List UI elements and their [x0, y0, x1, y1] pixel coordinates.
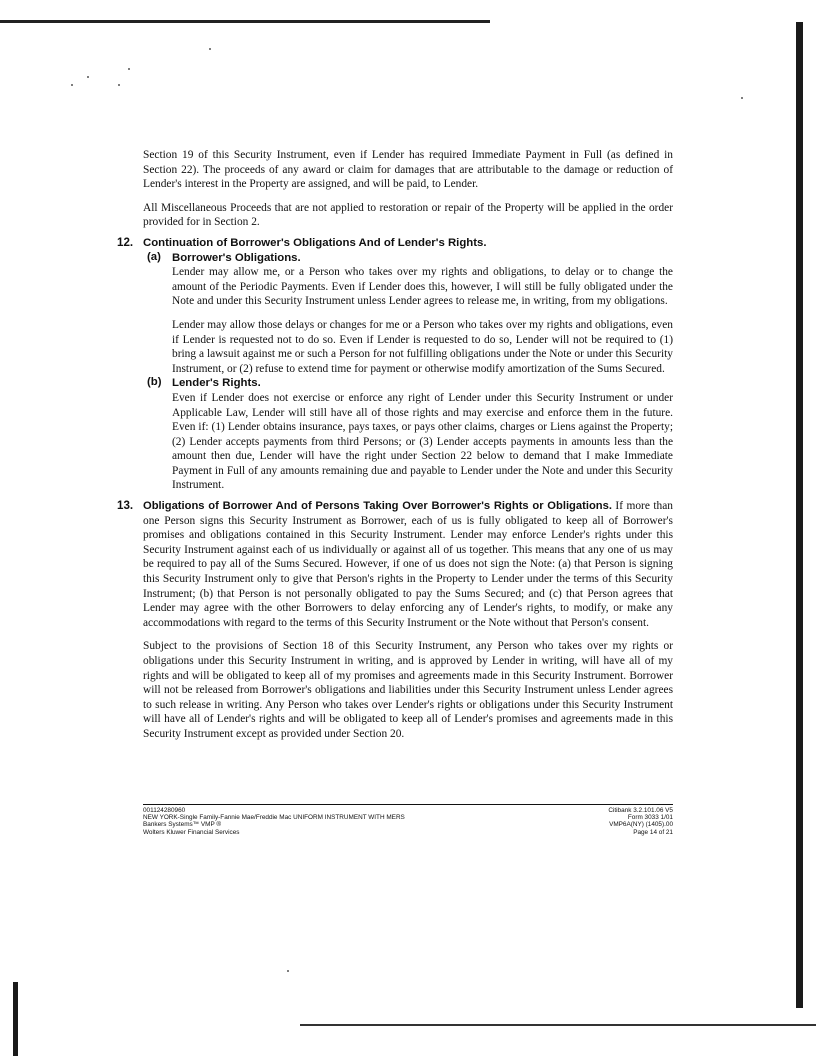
- scan-speck: [71, 84, 73, 86]
- subsection-label: (b): [147, 376, 162, 389]
- section-number: 13.: [117, 499, 134, 513]
- scan-speck: [741, 97, 743, 99]
- scan-top-edge-line: [0, 20, 490, 23]
- page-number: Page 14 of 21: [633, 828, 673, 836]
- footer-left-block: [143, 807, 483, 836]
- subsection-12b: [143, 376, 673, 493]
- scan-speck: [87, 76, 89, 78]
- footer-divider: [143, 804, 673, 805]
- subsection-heading: Borrower's Obligations.: [172, 251, 301, 264]
- version-label: Citibank 3.2.101.06 V5: [608, 807, 673, 814]
- publisher-company: Wolters Kluwer Financial Services: [143, 828, 240, 836]
- intro-paragraph-1: Section 19 of this Security Instrument, even if Lender has required Immediate Payment in Full (as defined in Section 22). The proceeds of any award or claim for damages that are attributable to the damage or reduction of Lender's interest in the Property are assigned, and will be paid, to Lender.: [143, 149, 673, 191]
- intro-paragraph-2: All Miscellaneous Proceeds that are not applied to restoration or repair of the Property will be applied in the order provided for in Section 2.: [143, 201, 673, 229]
- subsection-label: (a): [147, 250, 161, 263]
- subsection-heading: Lender's Rights.: [172, 377, 261, 390]
- subsection-12a: [143, 251, 673, 377]
- section-13-paragraph-1: [143, 499, 673, 630]
- scan-bottom-edge-line: [300, 1024, 816, 1026]
- section-12: [117, 235, 673, 493]
- scan-speck: [118, 84, 120, 86]
- section-13: [117, 499, 673, 742]
- section-13-paragraph-1-text: If more than one Person signs this Security Instrument as Borrower, each of us is fully obligated to keep all of Borrower's promises and obligations contained in this Security Instrument. Lender may enforce Lender's rights under this Security Instrument against each of us individually or against all of us together. This means that any one of us may be required to pay all of the Sums Secured. However, if one of us does not sign the Note: (a) that Person is signing this Security Instrument only to give that Person's rights in the Property to Lender under the terms of this Security Instrument; (b) that Person is not personally obligated to pay the Sums Secured; and (c) that Person agrees that Lender may agree with the other Borrowers to delay enforcing any of Lender's rights, to modify, or make any accommodations with regard to the terms of this Security Instrument or the Note without that Person's consent.: [143, 500, 673, 629]
- publisher-line: Bankers Systems™ VMP ®: [143, 821, 222, 829]
- scan-speck: [287, 970, 289, 972]
- loan-number: 001124280960: [143, 807, 186, 814]
- document-body: [117, 148, 673, 742]
- scan-right-edge-bar: [796, 22, 803, 1008]
- section-number: 12.: [117, 235, 134, 249]
- form-number: Form 3033 1/01: [627, 814, 673, 822]
- scan-speck: [209, 48, 211, 50]
- vmp-code: VMP6A(NY) (1405).00: [609, 821, 673, 829]
- section-heading: Obligations of Borrower And of Persons Taking Over Borrower's Rights or Obligations.: [143, 500, 612, 513]
- subsection-paragraph: Lender may allow me, or a Person who takes over my rights and obligations, to delay or to change the amount of the Periodic Payments. Even if Lender does this, however, I will still be fully obligated under the Note and under this Security Instrument unless Lender agrees to release me, in writing, from my obligations.: [172, 266, 673, 308]
- section-heading: Continuation of Borrower's Obligations And of Lender's Rights.: [143, 236, 487, 249]
- section-13-paragraph-2: Subject to the provisions of Section 18 of this Security Instrument, any Person who takes over my rights or obligations under this Security Instrument in writing, and is approved by Lender in writing, will have all of my rights and will be obligated to keep all of my promises and agreements made in this Security Instrument. Borrower will not be released from Borrower's obligations and liabilities under this Security Instrument unless Lender agrees to such release in writing. Any Person who takes over Lender's rights or obligations under this Security Instrument will have all of Lender's rights and will be obligated to keep all of Lender's promises and agreements made in this Security Instrument except as provided under Section 20.: [143, 640, 673, 740]
- footer-right-block: [523, 807, 673, 836]
- subsection-paragraph: Lender may allow those delays or changes for me or a Person who takes over my rights and obligations, even if Lender is requested not to do so. Even if Lender is requested to do so, Lender will not be required to (1) bring a lawsuit against me or such a Person for not fulfilling obligations under the Note or under this Security Instrument, or (2) refuse to extend time for payment or otherwise modify amortization of the Sums Secured.: [172, 318, 673, 375]
- subsection-paragraph: Even if Lender does not exercise or enforce any right of Lender under this Security Instrument or under Applicable Law, Lender will still have all of those rights and may exercise and enforce them in the future. Even if: (1) Lender obtains insurance, pays taxes, or pays other claims, charges or Liens against the Property; (2) Lender accepts payments from third Persons; or (3) Lender accepts payments in amounts less than the amount then due, Lender will have the right under Section 22 below to demand that I make Immediate Payment in Full of any amounts remaining due and payable to Lender under the Note and under this Security Instrument.: [172, 391, 673, 492]
- form-title: NEW YORK-Single Family-Fannie Mae/Freddie Mac UNIFORM INSTRUMENT WITH MERS: [143, 814, 405, 822]
- scan-speck: [128, 68, 130, 70]
- scan-left-edge-bar: [13, 982, 18, 1056]
